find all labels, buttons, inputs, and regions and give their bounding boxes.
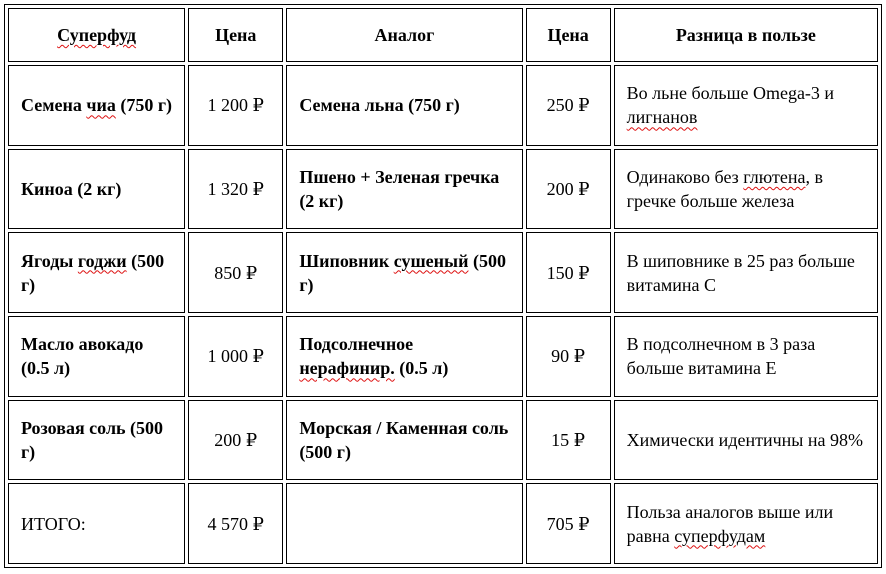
difference-cell: Одинаково без глютена, в гречке больше железа <box>614 149 878 230</box>
analog-cell: Шиповник сушеный (500 г) <box>286 232 522 313</box>
total-row <box>8 483 878 564</box>
analog-price-cell: 250 ₽ <box>526 65 611 146</box>
superfood-cell: Масло авокадо (0.5 л) <box>8 316 185 397</box>
total-difference-cell: Польза аналогов выше или равна суперфудам <box>614 483 878 564</box>
superfood-price-cell: 1 000 ₽ <box>188 316 283 397</box>
header-difference: Разница в пользе <box>614 8 878 62</box>
superfood-cell: Розовая соль (500 г) <box>8 400 185 481</box>
analog-price-cell: 200 ₽ <box>526 149 611 230</box>
analog-cell: Пшено + Зеленая гречка (2 кг) <box>286 149 522 230</box>
superfood-cell: Семена чиа (750 г) <box>8 65 185 146</box>
total-analog-price: 705 ₽ <box>526 483 611 564</box>
analog-price-cell: 150 ₽ <box>526 232 611 313</box>
difference-cell: В подсолнечном в 3 раза больше витамина Е <box>614 316 878 397</box>
superfood-price-cell: 200 ₽ <box>188 400 283 481</box>
header-superfood: Суперфуд <box>8 8 185 62</box>
analog-price-cell: 15 ₽ <box>526 400 611 481</box>
total-analog-cell <box>286 483 522 564</box>
header-analog-price: Цена <box>526 8 611 62</box>
table-row <box>8 316 878 397</box>
analog-price-cell: 90 ₽ <box>526 316 611 397</box>
difference-cell: В шиповнике в 25 раз больше витамина С <box>614 232 878 313</box>
header-price: Цена <box>188 8 283 62</box>
analog-cell: Семена льна (750 г) <box>286 65 522 146</box>
superfood-price-cell: 1 200 ₽ <box>188 65 283 146</box>
header-row <box>8 8 878 62</box>
difference-cell: Химически идентичны на 98% <box>614 400 878 481</box>
analog-cell: Морская / Каменная соль (500 г) <box>286 400 522 481</box>
superfood-cell: Киноа (2 кг) <box>8 149 185 230</box>
table-row <box>8 149 878 230</box>
analog-cell: Подсолнечное нерафинир. (0.5 л) <box>286 316 522 397</box>
header-analog: Аналог <box>286 8 522 62</box>
comparison-table <box>4 4 882 568</box>
total-label: ИТОГО: <box>8 483 185 564</box>
table-row <box>8 400 878 481</box>
difference-cell: Во льне больше Omega-3 и лигнанов <box>614 65 878 146</box>
superfood-cell: Ягоды годжи (500 г) <box>8 232 185 313</box>
superfood-price-cell: 850 ₽ <box>188 232 283 313</box>
table-row <box>8 65 878 146</box>
superfood-price-cell: 1 320 ₽ <box>188 149 283 230</box>
total-superfood-price: 4 570 ₽ <box>188 483 283 564</box>
table-row <box>8 232 878 313</box>
